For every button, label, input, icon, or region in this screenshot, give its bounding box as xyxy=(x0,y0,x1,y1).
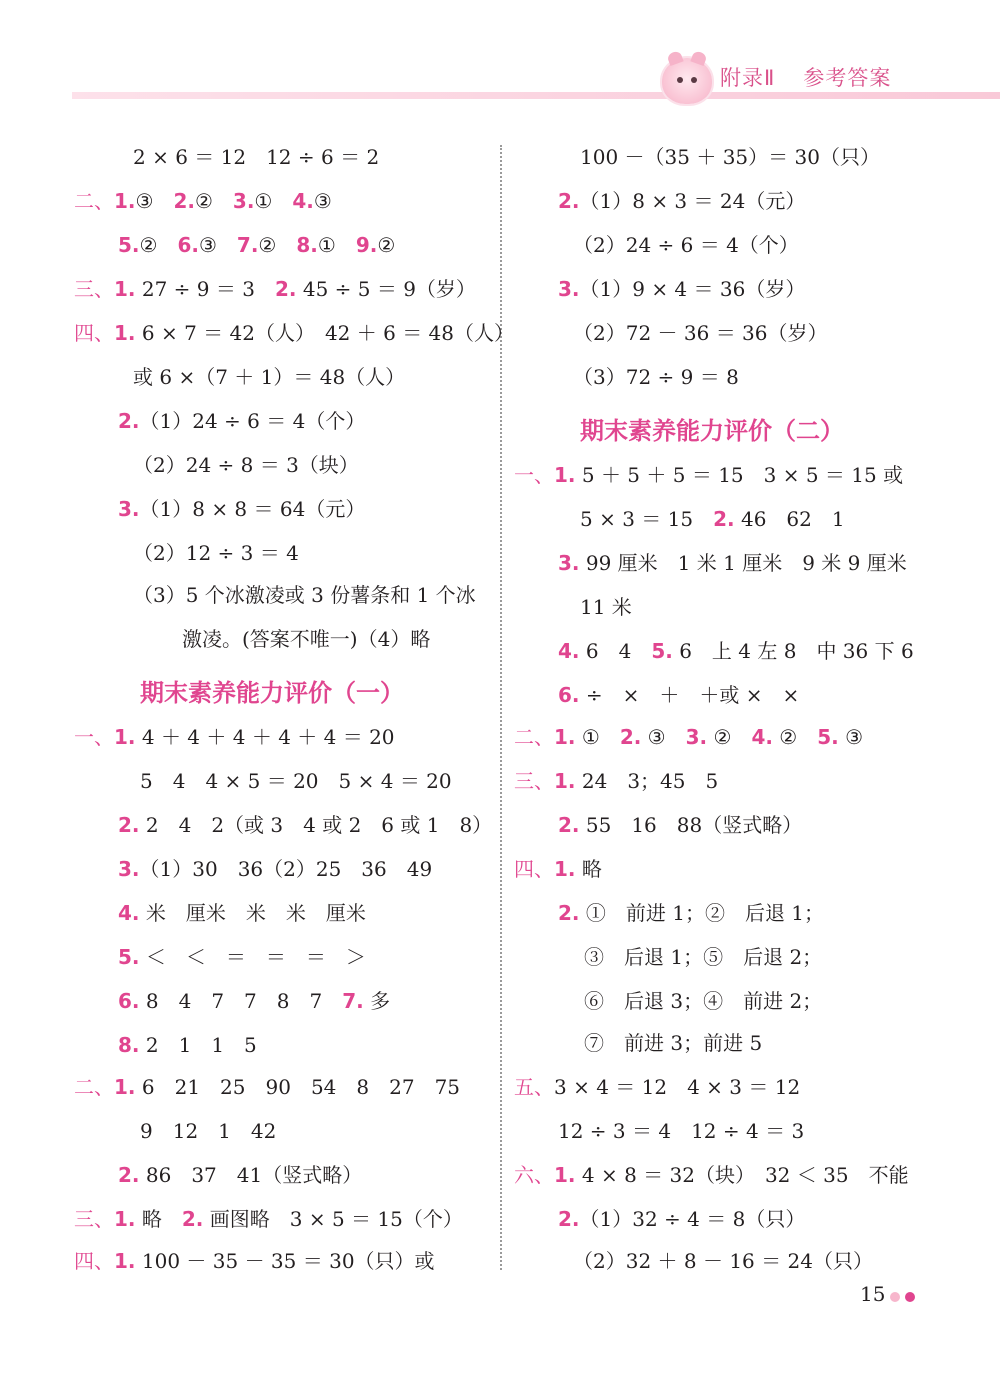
answer-text: 4 × 8 ＝ 32（块） 32 ＜ 35 不能 xyxy=(575,1163,909,1187)
question-number: 5. xyxy=(651,639,673,663)
answer-text: （1）8 × 8 ＝ 64（元） xyxy=(139,497,366,521)
answer-text: 略 xyxy=(135,1207,182,1231)
question-number: 1. xyxy=(114,1075,136,1099)
answer-text: 5 ＋ 5 ＋ 5 ＝ 15 3 × 5 ＝ 15 或 xyxy=(575,463,904,487)
answer-line xyxy=(558,1206,805,1232)
section-label: 二、 xyxy=(514,725,554,749)
answer-line xyxy=(118,496,365,522)
answer-text: ÷ × ＋ ＋或 × × xyxy=(579,683,800,707)
column-divider xyxy=(500,145,502,1270)
question-number: 3. xyxy=(118,497,140,521)
answer-text: ② xyxy=(377,233,396,257)
question-number: 2. xyxy=(558,189,580,213)
question-number: 3. xyxy=(685,725,708,749)
answer-text: 86 37 41（竖式略） xyxy=(139,1163,363,1187)
answer-text: 99 厘米 1 米 1 厘米 9 米 9 厘米 xyxy=(579,551,907,575)
question-number: 2. xyxy=(558,1207,580,1231)
answer-text: （1）8 × 3 ＝ 24（元） xyxy=(579,189,806,213)
answer-text: 27 ÷ 9 ＝ 3 xyxy=(135,277,275,301)
answer-text: 米 厘米 米 米 厘米 xyxy=(139,901,366,925)
question-number: 1. xyxy=(554,1163,576,1187)
question-number: 4. xyxy=(292,189,314,213)
section-label: 四、 xyxy=(514,857,554,881)
answer-text: ① xyxy=(254,189,293,213)
answer-text: 2 1 1 5 xyxy=(139,1033,257,1057)
question-number: 5. xyxy=(817,725,839,749)
answer-text: 多 xyxy=(363,989,391,1013)
answer-text: 12 ÷ 3 ＝ 4 12 ÷ 4 ＝ 3 xyxy=(558,1119,805,1143)
question-number: 5. xyxy=(118,945,140,969)
answer-text: （1）32 ÷ 4 ＝ 8（只） xyxy=(579,1207,806,1231)
answer-text: （2）72 － 36 ＝ 36（岁） xyxy=(573,321,828,345)
section-label: 一、 xyxy=(74,725,114,749)
page-footer xyxy=(860,1282,915,1306)
section-label: 二、 xyxy=(74,1075,114,1099)
question-number: 3. xyxy=(232,189,255,213)
footer-dot-icon xyxy=(905,1292,915,1302)
section-title: 期末素养能力评价（一） xyxy=(140,679,404,707)
question-number: 2. xyxy=(558,901,580,925)
answer-line xyxy=(182,626,430,652)
answer-text: 6 21 25 90 54 8 27 75 xyxy=(135,1075,461,1099)
question-number: 8. xyxy=(296,233,318,257)
question-number: 1. xyxy=(114,321,136,345)
question-number: 4. xyxy=(751,725,773,749)
answer-line xyxy=(140,1118,276,1144)
answer-line xyxy=(118,856,432,882)
answer-text: ② xyxy=(139,233,178,257)
answer-text: ③ xyxy=(198,233,237,257)
answer-line xyxy=(514,1074,800,1100)
question-number: 6. xyxy=(558,683,580,707)
answer-text: ③ xyxy=(641,725,686,749)
answer-text: ③ 后退 1；⑤ 后退 2； xyxy=(584,945,823,969)
question-number: 5. xyxy=(118,233,140,257)
answer-line xyxy=(133,452,359,478)
answer-line xyxy=(514,462,903,488)
answer-text: 6 × 7 ＝ 42（人） 42 ＋ 6 ＝ 48（人） xyxy=(135,321,515,345)
section-label: 三、 xyxy=(74,277,114,301)
answer-line xyxy=(74,724,395,750)
page-number: 15 xyxy=(860,1282,886,1306)
answer-line xyxy=(558,550,907,576)
answer-text: （1）30 36（2）25 36 49 xyxy=(139,857,433,881)
answer-text: （3）5 个冰激凌或 3 份薯条和 1 个冰 xyxy=(133,583,476,607)
answer-text: 5 4 4 × 5 ＝ 20 5 × 4 ＝ 20 xyxy=(140,769,452,793)
answer-text: 100 － 35 － 35 ＝ 30（只）或 xyxy=(135,1249,435,1273)
section-label: 六、 xyxy=(514,1163,554,1187)
answer-line xyxy=(580,506,845,532)
answer-text: ③ xyxy=(135,189,174,213)
answer-line xyxy=(573,1248,873,1274)
answer-line xyxy=(74,1074,460,1100)
question-number: 1. xyxy=(554,857,576,881)
answer-text: 11 米 xyxy=(580,595,632,619)
answer-text: 46 62 1 xyxy=(734,507,845,531)
answer-text: ② xyxy=(772,725,818,749)
answer-line xyxy=(558,900,824,926)
answer-text: （3）72 ÷ 9 ＝ 8 xyxy=(573,365,739,389)
answer-line xyxy=(584,944,822,970)
answer-line xyxy=(584,988,822,1014)
answer-text: （2）32 ＋ 8 － 16 ＝ 24（只） xyxy=(573,1249,873,1273)
answer-line xyxy=(580,144,880,170)
page-header xyxy=(0,0,1000,110)
question-number: 2. xyxy=(274,277,297,301)
answer-line xyxy=(558,682,799,708)
question-number: 4. xyxy=(118,901,140,925)
question-number: 1. xyxy=(114,277,136,301)
question-number: 2. xyxy=(118,813,140,837)
answer-text: 3 × 4 ＝ 12 4 × 3 ＝ 12 xyxy=(554,1075,801,1099)
header-heading: 参考答案 xyxy=(803,66,892,90)
answer-line xyxy=(558,812,802,838)
answer-line xyxy=(118,1032,257,1058)
answer-text: （2）24 ÷ 6 ＝ 4（个） xyxy=(573,233,799,257)
question-number: 2. xyxy=(713,507,735,531)
answer-line xyxy=(118,900,366,926)
answer-text: ② xyxy=(258,233,297,257)
question-number: 1. xyxy=(114,1249,136,1273)
answer-text: 4 ＋ 4 ＋ 4 ＋ 4 ＋ 4 ＝ 20 xyxy=(135,725,395,749)
question-number: 1. xyxy=(554,463,576,487)
answer-text: ③ xyxy=(838,725,864,749)
answer-line xyxy=(74,1248,435,1274)
answer-line xyxy=(514,724,863,750)
answer-text: （2）24 ÷ 8 ＝ 3（块） xyxy=(133,453,359,477)
answer-text: 24 3；45 5 xyxy=(575,769,719,793)
question-number: 7. xyxy=(236,233,259,257)
answer-text: 8 4 7 7 8 7 xyxy=(139,989,343,1013)
footer-dot-icon xyxy=(890,1292,900,1302)
mascot-icon xyxy=(662,58,712,104)
question-number: 4. xyxy=(558,639,580,663)
answer-line xyxy=(514,1162,909,1188)
answer-text: （2）12 ÷ 3 ＝ 4 xyxy=(133,541,299,565)
answer-line xyxy=(118,988,390,1014)
answer-line xyxy=(118,408,365,434)
question-number: 2. xyxy=(118,409,140,433)
section-label: 五、 xyxy=(514,1075,554,1099)
answer-text: ② xyxy=(707,725,752,749)
answer-text: ＜ ＜ ＝ ＝ ＝ ＞ xyxy=(139,945,366,969)
answer-line xyxy=(514,768,718,794)
question-number: 9. xyxy=(355,233,378,257)
answer-line xyxy=(74,276,476,302)
answer-line xyxy=(133,540,299,566)
answer-line xyxy=(74,320,514,346)
answer-text: ① xyxy=(317,233,356,257)
answer-line xyxy=(558,188,805,214)
answer-text: ③ xyxy=(313,189,332,213)
answer-text: （1）24 ÷ 6 ＝ 4（个） xyxy=(139,409,366,433)
section-label: 二、 xyxy=(74,189,114,213)
question-number: 3. xyxy=(558,277,580,301)
section-label: 四、 xyxy=(74,1249,114,1273)
header-band xyxy=(72,92,1000,99)
answer-text: （1）9 × 4 ＝ 36（岁） xyxy=(579,277,806,301)
question-number: 2. xyxy=(181,1207,204,1231)
answer-line xyxy=(558,1118,804,1144)
question-number: 2. xyxy=(619,725,642,749)
answer-text: 100 －（35 ＋ 35）＝ 30（只） xyxy=(580,145,880,169)
question-number: 1. xyxy=(554,769,576,793)
answer-text: 9 12 1 42 xyxy=(140,1119,277,1143)
answer-line xyxy=(133,364,405,390)
question-number: 1. xyxy=(554,725,576,749)
answer-line xyxy=(118,944,366,970)
question-number: 8. xyxy=(118,1033,140,1057)
answer-text: 6 上 4 左 8 中 36 下 6 xyxy=(672,639,914,663)
answer-text: 55 16 88（竖式略） xyxy=(579,813,803,837)
answer-line xyxy=(558,276,805,302)
answer-text: 5 × 3 ＝ 15 xyxy=(580,507,714,531)
answer-line xyxy=(140,768,452,794)
answer-text: ⑥ 后退 3；④ 前进 2； xyxy=(584,989,823,1013)
section-label: 一、 xyxy=(514,463,554,487)
answer-line xyxy=(514,856,602,882)
question-number: 7. xyxy=(342,989,364,1013)
question-number: 2. xyxy=(173,189,195,213)
section-label: 三、 xyxy=(514,769,554,793)
answer-text: ① xyxy=(575,725,620,749)
question-number: 2. xyxy=(558,813,580,837)
answer-line xyxy=(74,188,332,214)
question-number: 6. xyxy=(118,989,140,1013)
section-label: 三、 xyxy=(74,1207,114,1231)
question-number: 1. xyxy=(114,189,136,213)
question-number: 3. xyxy=(558,551,580,575)
answer-line xyxy=(118,1162,362,1188)
answer-line xyxy=(133,582,476,608)
question-number: 3. xyxy=(118,857,140,881)
answer-line xyxy=(584,1030,762,1056)
question-number: 2. xyxy=(118,1163,140,1187)
question-number: 1. xyxy=(114,1207,136,1231)
answer-line xyxy=(558,638,914,664)
answer-text: 45 ÷ 5 ＝ 9（岁） xyxy=(296,277,476,301)
header-section: 附录Ⅱ xyxy=(720,66,776,90)
answer-text: 激凌。(答案不唯一)（4）略 xyxy=(182,627,431,651)
question-number: 1. xyxy=(114,725,136,749)
answer-line xyxy=(118,812,492,838)
section-label: 四、 xyxy=(74,321,114,345)
answer-text: 2 × 6 ＝ 12 12 ÷ 6 ＝ 2 xyxy=(133,145,380,169)
answer-line xyxy=(74,1206,463,1232)
section-title: 期末素养能力评价（二） xyxy=(580,417,844,445)
answer-line xyxy=(573,364,739,390)
answer-text: 6 4 xyxy=(579,639,652,663)
answer-text: 略 xyxy=(575,857,602,881)
answer-line xyxy=(580,594,632,620)
answer-line xyxy=(118,232,395,258)
answer-text: 或 6 ×（7 ＋ 1）＝ 48（人） xyxy=(133,365,406,389)
answer-text: ⑦ 前进 3；前进 5 xyxy=(584,1031,763,1055)
answer-line xyxy=(573,232,799,258)
answer-line xyxy=(573,320,828,346)
answer-text: 2 4 2（或 3 4 或 2 6 或 1 8） xyxy=(139,813,493,837)
header-title xyxy=(720,62,891,92)
answer-text: 画图略 3 × 5 ＝ 15（个） xyxy=(203,1207,463,1231)
answer-text: ① 前进 1；② 后退 1； xyxy=(579,901,825,925)
answer-line xyxy=(133,144,379,170)
answer-text: ② xyxy=(194,189,233,213)
question-number: 6. xyxy=(177,233,199,257)
